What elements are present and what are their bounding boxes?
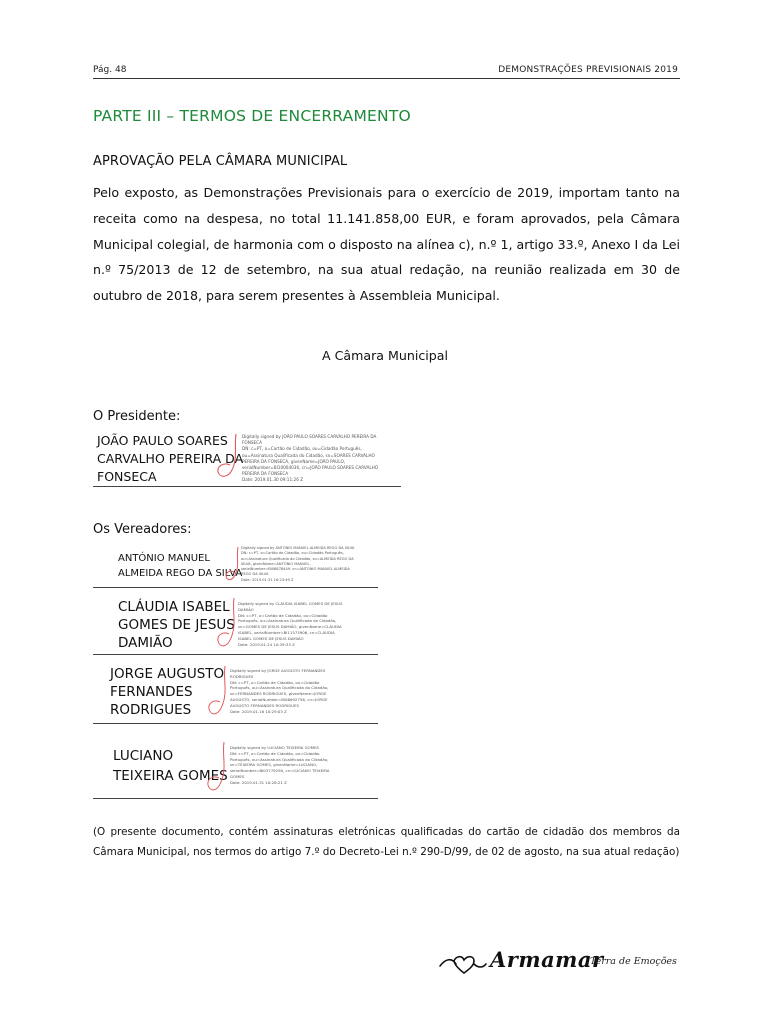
councillor-name-line: ANTÓNIO MANUEL <box>118 553 210 564</box>
councillor-signature-text: Digitally signed by JORGE AUGUSTO FERNANDES RODRIGUES DN: c=PT, o=Cartão de Cidadão, ou=Cidadão Português, ou=Assinatura Qualificada do Cidadão, sn=FERNANDES RODRIGUES, givenName=JORGE AUGUSTO, serialNumber=BI06692756, cn=JORGE AUGUSTO FERNANDES RODRIGUES Date: 2019.01.16 10:29:03 Z <box>230 668 329 714</box>
president-name-line: JOÃO PAULO SOARES <box>97 433 228 448</box>
councillor-name-line: LUCIANO <box>113 748 174 764</box>
section-title: APROVAÇÃO PELA CÂMARA MUNICIPAL <box>93 154 348 169</box>
councillor-name-line: RODRIGUES <box>110 702 192 718</box>
councillor-signature-line <box>93 587 378 588</box>
president-name-line: CARVALHO PEREIRA DA <box>97 451 244 466</box>
footnote: (O presente documento, contém assinaturas eletrónicas qualificadas do cartão de cidadão dos membros da Câmara Municipal, nos termos do artigo 7.º do Decreto-Lei n.º 290-D/99, de 02 de agosto, na sua atual redação) <box>93 826 680 858</box>
councillor-signature-text: Digitally signed by ANTÓNIO MANUEL ALMEIDA REGO DA SILVA DN: c=PT, o=Cartão de Cidadão, ou=Cidadão Português, ou=Assinatura Qualificada do Cidadão, sn=ALMEIDA REGO DA SILVA, givenName=ANTÓNIO MANUEL, serialNumber=BI06878449, cn=ANTÓNIO MANUEL ALMEIDA REGO DA SILVA Date: 2019.01.31 16:23:49 Z <box>241 546 355 582</box>
logo-wordmark: Armamar <box>490 947 604 972</box>
heart-swirl-icon <box>438 952 488 974</box>
page-number: Pág. 48 <box>93 65 127 75</box>
logo-tagline: Terra de Emoções <box>590 956 677 967</box>
councillor-name-line: DAMIÃO <box>118 635 173 651</box>
councillor-signature-text: Digitally signed by LUCIANO TEIXEIRA GOMES DN: c=PT, o=Cartão de Cidadão, ou=Cidadão Português, ou=Assinatura Qualificada do Cidadão, sn=TEIXEIRA GOMES, givenName=LUCIANO, serialNumber=BI03779290, cn=LUCIANO TEIXEIRA GOMES Date: 2019.01.31 10:28:21 Z <box>230 745 330 785</box>
councillor-name-line: GOMES DE JESUS <box>118 617 235 633</box>
councillor-signature-line <box>93 654 378 655</box>
body-paragraph: Pelo exposto, as Demonstrações Previsionais para o exercício de 2019, importam tanto na receita como na despesa, no total 11.141.858,00 EUR, e foram aprovados, pela Câmara Municipal colegial, de harmonia com o disposto na alínea c), n.º 1, artigo 33.º, Anexo I da Lei n.º 75/2013 de 12 de setembro, na sua atual redação, na reunião realizada em 30 de outubro de 2018, para serem presentes à Assembleia Municipal. <box>93 185 680 304</box>
president-role-label: O Presidente: <box>93 409 181 424</box>
councillor-name-line: FERNANDES <box>110 684 193 700</box>
president-signature-text: Digitally signed by JOÃO PAULO SOARES CARVALHO PEREIRA DA FONSECA DN: c=PT, o=Cartão de Cidadão, ou=Cidadão Português, ou=Assinatura Qualificada do Cidadão, sn=SOARES CARVALHO PEREIRA DA FONSECA, givenName=JOÃO PAULO, serialNumber=BI10004036, cn=JOÃO PAULO SOARES CARVALHO PEREIRA DA FONSECA Date: 2019.01.30 09:11:26 Z <box>242 434 379 483</box>
president-name-line: FONSECA <box>97 469 157 484</box>
councillor-signature-line <box>93 798 378 799</box>
part-title: PARTE III – TERMOS DE ENCERRAMENTO <box>93 107 411 125</box>
councillor-name-line: ALMEIDA REGO DA SILVA <box>118 568 243 579</box>
footer-logo <box>438 947 678 978</box>
document-header-title: DEMONSTRAÇÕES PREVISIONAIS 2019 <box>498 65 678 75</box>
header-rule <box>93 78 680 79</box>
councillor-name-line: TEIXEIRA GOMES <box>113 768 228 784</box>
councillor-name-line: CLÁUDIA ISABEL <box>118 599 230 615</box>
councillors-role-label: Os Vereadores: <box>93 522 192 537</box>
councillor-signature-line <box>93 723 378 724</box>
councillor-signature-text: Digitally signed by CLÁUDIA ISABEL GOMES DE JESUS DAMIÃO DN: c=PT, o=Cartão de Cidadão, ou=Cidadão Português, ou=Assinatura Qualificada do Cidadão, sn=GOMES DE JESUS DAMIÃO, givenName=CLÁUDIA ISABEL, serialNumber=BI11573906, cn=CLÁUDIA ISABEL GOMES DE JESUS DAMIÃO Date: 2019.01.24 10:39:33 Z <box>238 601 343 647</box>
president-signature-line <box>93 486 401 487</box>
councillor-name-line: JORGE AUGUSTO <box>110 666 225 682</box>
camara-label: A Câmara Municipal <box>322 348 448 363</box>
